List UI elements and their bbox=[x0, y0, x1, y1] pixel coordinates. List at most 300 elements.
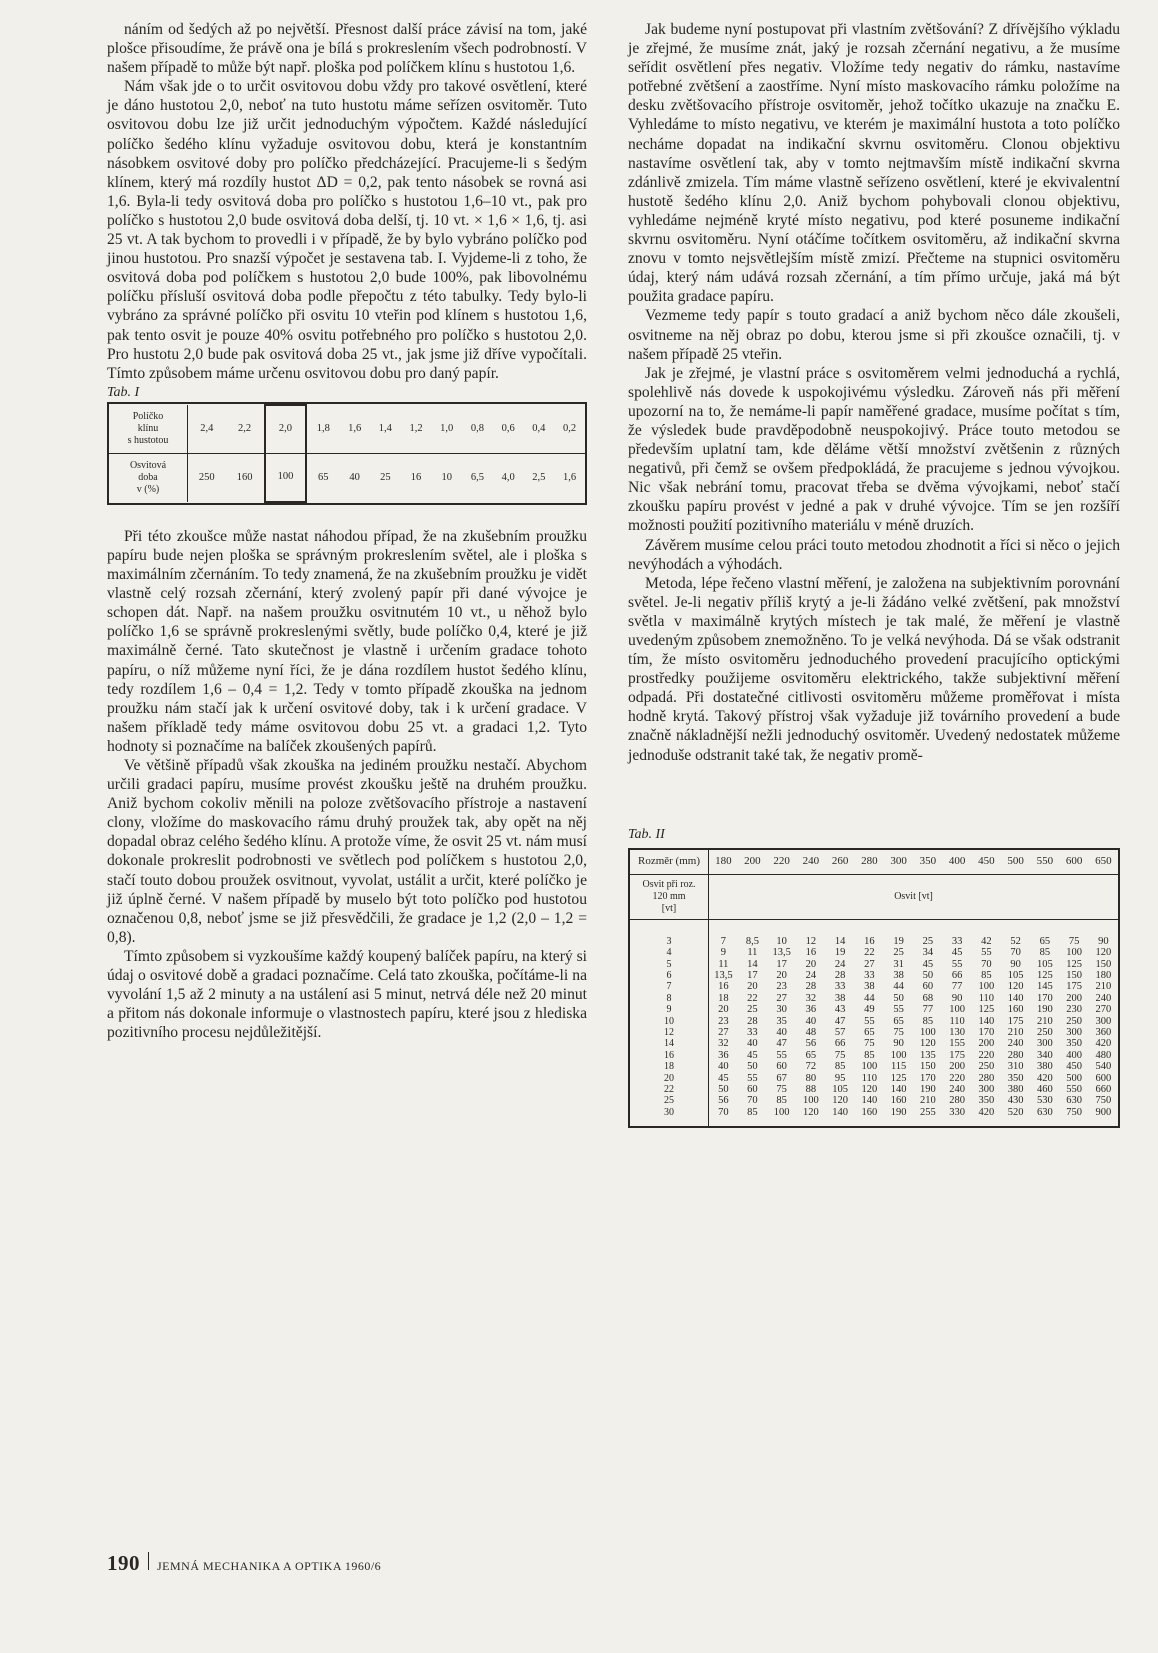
table2-cell: 255 bbox=[920, 1106, 936, 1118]
table2-cell: 105 bbox=[1007, 969, 1024, 981]
table2-cell: 300 bbox=[1066, 1027, 1082, 1038]
table2-cell: 380 bbox=[1037, 1061, 1053, 1073]
table2-cell: 66 bbox=[834, 1038, 846, 1050]
table2-cell: 30 bbox=[776, 1004, 787, 1016]
table2-cell: 8,5 bbox=[745, 935, 759, 947]
table1-cell: 0,4 bbox=[524, 405, 555, 454]
table2-cell: 56 bbox=[718, 1095, 729, 1107]
table2-cell: 170 bbox=[978, 1027, 995, 1038]
table1-cell: 100 bbox=[265, 453, 307, 502]
table2-cell: 300 bbox=[1095, 1015, 1112, 1027]
table2-cell: 45 bbox=[718, 1072, 729, 1084]
table2-cell: 19 bbox=[834, 947, 846, 959]
header-line: Osvitová bbox=[129, 459, 167, 471]
table2-cell: 50 bbox=[893, 992, 904, 1004]
table2-cell: 400 bbox=[1066, 1049, 1082, 1061]
table2-row bbox=[630, 970, 1118, 981]
table2-cell: 85 bbox=[864, 1049, 875, 1061]
table2-cell: 520 bbox=[1007, 1106, 1024, 1118]
table2-cell: 36 bbox=[805, 1004, 817, 1016]
table2-cell: 16 bbox=[718, 981, 729, 993]
table2-cell: 420 bbox=[1037, 1072, 1053, 1084]
paragraph: náním od šedých až po největší. Přesnost další práce závisí na tom, jaké plošce přisoudíme, že právě ona je bílá s prokreslením všech podrobností. V našem případě to může být např. ploška pod políčkem klínu s hustotou 1,6. bbox=[107, 21, 587, 77]
table2-row bbox=[630, 959, 1118, 970]
table2-base-exposure: 25 bbox=[630, 1095, 709, 1106]
table2-cell: 35 bbox=[776, 1015, 787, 1027]
table2-row bbox=[630, 1061, 1118, 1072]
table2-cell: 33 bbox=[951, 935, 963, 947]
table2-size-header: 240 bbox=[796, 850, 825, 875]
header-line: s hustotou bbox=[127, 434, 169, 446]
table2-size-header: 350 bbox=[913, 850, 942, 875]
table2-cell: 14 bbox=[834, 935, 846, 947]
table2-cell: 100 bbox=[949, 1004, 965, 1016]
table2-row bbox=[630, 1107, 1118, 1126]
table2-base-exposure: 20 bbox=[630, 1073, 709, 1084]
table2-cell: 250 bbox=[1066, 1015, 1082, 1027]
table2-cell: 100 bbox=[861, 1061, 878, 1073]
table2-cell: 55 bbox=[981, 947, 992, 959]
paragraph: Jak budeme nyní postupovat při vlastním zvětšování? Z dřívějšího výkladu je zřejmé, že musíme znát, jaký je rozsah zčernání negativu, a že musíme seřídit osvětlení přes negativ. Vložíme tedy negativ do rámku, nastavíme potřebné zvětšení a zaostříme. Nyní místo maskovacího rámku položíme na desku zvětšovacího přístroje osvitoměr, jehož točítko ukazuje na značku E. Vyhledáme to místo negativu, ve kterém je maximální hustota a toto políčko necháme dopadat na indikační skvrnu osvitoměru. Clonou objektivu nastavíme osvětlení tak, aby v tomto nejtmavším místě indikační skvrna zdánlivě zmizela. Tím máme vlastně seřízeno osvětlení, které je ekvivalentní hustotě šedého klínu 2,0. Aniž bychom pohybovali clonou objektivu, vyhledáme nejméně kryté místo negativu, pod které posuneme indikační skvrnu osvitoměru. Nyní otáčíme točítkem osvitoměru, až indikační skvrna znovu v tomto nejsvětlejším místě zmizí. Přečteme na stupnici osvitoměru údaj, který nám udává rozsah zčernání, a tím přímo určuje, jaká má být použita gradace papíru. bbox=[628, 21, 1120, 306]
table1-cell: 1,4 bbox=[370, 405, 401, 454]
table2-size-header: 300 bbox=[884, 850, 913, 875]
table2-cell: 55 bbox=[776, 1049, 787, 1061]
table2-header-label: Rozměr (mm) bbox=[630, 850, 709, 875]
table2-cell: 88 bbox=[805, 1084, 817, 1096]
table2-base-exposure: 9 bbox=[630, 1004, 709, 1015]
table2-cell: 140 bbox=[1007, 992, 1024, 1004]
table2-row bbox=[630, 1027, 1118, 1038]
table2-base-exposure: 4 bbox=[630, 947, 709, 958]
table2-cell: 50 bbox=[922, 969, 934, 981]
table2-cell: 45 bbox=[747, 1049, 758, 1061]
table2-cell: 50 bbox=[718, 1084, 729, 1096]
table2-cell: 19 bbox=[893, 935, 904, 947]
table1-cell: 0,6 bbox=[493, 405, 524, 454]
table2-cell: 27 bbox=[864, 958, 875, 970]
table1-cell: 2,5 bbox=[532, 471, 546, 483]
table2-cell: 85 bbox=[834, 1061, 846, 1073]
table2-cell: 140 bbox=[978, 1015, 995, 1027]
table2-cell: 33 bbox=[747, 1027, 758, 1038]
table2-cell: 210 bbox=[1007, 1027, 1024, 1038]
table2-cell: 9 bbox=[720, 947, 726, 959]
table1-cell: 2,0 bbox=[265, 405, 307, 454]
table2-cell: 125 bbox=[1066, 958, 1082, 970]
table2-cell: 420 bbox=[1095, 1038, 1112, 1050]
table2-cell: 11 bbox=[747, 947, 758, 959]
header-line: doba bbox=[138, 471, 158, 483]
table2-cell: 105 bbox=[1037, 958, 1053, 970]
table2-cell: 160 bbox=[1007, 1004, 1024, 1016]
table2-base-exposure: 12 bbox=[630, 1027, 709, 1038]
table2-size-header: 400 bbox=[943, 850, 972, 875]
table2-base-exposure: 6 bbox=[630, 970, 709, 981]
table2-cell: 57 bbox=[834, 1027, 846, 1038]
table2 bbox=[628, 848, 1120, 1129]
table1-cell: 250 bbox=[198, 471, 215, 483]
table2-cell: 27 bbox=[776, 992, 787, 1004]
table2-cell: 32 bbox=[718, 1038, 729, 1050]
table2-cell: 150 bbox=[1066, 969, 1082, 981]
table2-cell: 20 bbox=[805, 958, 817, 970]
table1-cell: 25 bbox=[380, 471, 391, 483]
table2-cell: 24 bbox=[805, 969, 817, 981]
table2-base-exposure: 5 bbox=[630, 959, 709, 970]
table2-cell: 28 bbox=[747, 1015, 758, 1027]
table2-cell: 120 bbox=[861, 1084, 878, 1096]
table2-cell: 540 bbox=[1095, 1061, 1112, 1073]
table2-cell: 900 bbox=[1095, 1106, 1112, 1118]
table2-cell: 70 bbox=[718, 1106, 729, 1118]
table2-base-exposure: 7 bbox=[630, 981, 709, 992]
table2-cell: 210 bbox=[920, 1095, 936, 1107]
table1-row-header bbox=[109, 405, 188, 454]
table2-cell: 85 bbox=[1039, 947, 1051, 959]
left-paragraphs-before-table bbox=[107, 20, 587, 383]
table2-cell: 67 bbox=[776, 1072, 787, 1084]
table2-cell: 38 bbox=[893, 969, 904, 981]
table2-cell: 175 bbox=[1066, 981, 1082, 993]
header-line: [vt] bbox=[661, 902, 677, 914]
table2-cell: 55 bbox=[864, 1015, 875, 1027]
table2-cell: 480 bbox=[1095, 1049, 1112, 1061]
page-number: 190 bbox=[107, 1551, 140, 1575]
table2-row bbox=[630, 947, 1118, 958]
table2-cell: 360 bbox=[1095, 1027, 1112, 1038]
table2-cell: 40 bbox=[805, 1015, 817, 1027]
table2-cell: 460 bbox=[1037, 1084, 1053, 1096]
table2-cell: 25 bbox=[922, 935, 934, 947]
table2-cell: 34 bbox=[922, 947, 934, 959]
table1-cell: 16 bbox=[410, 471, 422, 483]
table2-cell: 120 bbox=[832, 1095, 848, 1107]
table2-cell: 100 bbox=[1066, 947, 1082, 959]
table2-cell: 135 bbox=[920, 1049, 936, 1061]
paragraph: Metoda, lépe řečeno vlastní měření, je založena na subjektivním porovnání světel. Je-li negativ příliš krytý a je-li žádáno velké zvětšení, pak množství světla v maximálně krytých místech je tak malé, že měření je vlastně uvedeným způsobem znemožněno. To je velká nevýhoda. Dá se však odstranit tím, že místo osvitoměru jednoduchého provedení pracujícího optickými prostředky použijeme osvitoměru elektrického, takže subjektivní měření odpadá. Při dostatečné citlivosti osvitoměru můžeme proměřovat i místa hodně krytá. Takový přístroj však vyžaduje již továrního provedení a bude značně nákladnější nežli jednoduchý osvitoměr. Uvedený nedostatek můžeme jednoduše odstranit také tak, že negativ promě- bbox=[628, 574, 1120, 764]
header-line: 120 mm bbox=[652, 890, 686, 902]
table2-cell: 280 bbox=[978, 1072, 995, 1084]
table2-cell: 20 bbox=[776, 969, 787, 981]
table2-cell: 7 bbox=[720, 935, 726, 947]
table2-cell: 90 bbox=[951, 992, 963, 1004]
table2-cell: 240 bbox=[949, 1084, 965, 1096]
table2-row bbox=[630, 1050, 1118, 1061]
table2-cell: 27 bbox=[718, 1027, 729, 1038]
table2-cell: 36 bbox=[718, 1049, 729, 1061]
table2-cell: 33 bbox=[864, 969, 875, 981]
left-paragraphs-after-table bbox=[107, 527, 587, 1043]
table2-cell: 65 bbox=[1039, 935, 1051, 947]
footer-divider bbox=[148, 1552, 149, 1570]
table2-row bbox=[630, 1016, 1118, 1027]
table2-cell: 70 bbox=[981, 958, 992, 970]
table2-row bbox=[630, 1084, 1118, 1095]
table2-cell: 20 bbox=[718, 1004, 729, 1016]
table2-cell: 45 bbox=[951, 947, 963, 959]
table2-size-header: 450 bbox=[972, 850, 1001, 875]
table2-cell: 190 bbox=[1037, 1004, 1053, 1016]
table2-cell: 100 bbox=[978, 981, 995, 993]
table2-base-exposure: 30 bbox=[630, 1107, 709, 1126]
table2-subheader-row bbox=[630, 874, 1118, 919]
table2-cell: 120 bbox=[1095, 947, 1112, 959]
table2-cell: 72 bbox=[805, 1061, 817, 1073]
table1-cell: 0,8 bbox=[462, 405, 493, 454]
table1-cell: 1,8 bbox=[306, 405, 339, 454]
table2-cell: 43 bbox=[834, 1004, 846, 1016]
table2-cell: 40 bbox=[747, 1038, 758, 1050]
table2-row bbox=[630, 981, 1118, 992]
table2-cell: 125 bbox=[890, 1072, 907, 1084]
table2-cell: 175 bbox=[949, 1049, 965, 1061]
table2-size-header: 650 bbox=[1089, 850, 1118, 875]
table2-row bbox=[630, 1095, 1118, 1106]
table2-cell: 38 bbox=[864, 981, 875, 993]
table2-caption: Tab. II bbox=[628, 826, 665, 842]
table2-cell: 25 bbox=[747, 1004, 758, 1016]
paragraph: Ve většině případů však zkouška na jediném proužku nestačí. Abychom určili gradaci papíru, musíme provést zkoušku ještě na druhém proužku. Aniž bychom cokoliv měnili na poloze zvětšovacího přístroje a nastavení clony, vložíme do maskovacího rámu druhý proužek tak, aby opět na něj dopadal obraz celého šedého klínu. A protože víme, že osvit 25 vt. nám musí dokonale prokreslit podrobnosti ve světlech pod políčkem s hustotou 2,0, stačí touto dobou proužek osvitnout, vyvolat, ustálit a určit, které políčko je již úplně černé. V našem případě by muselo být toto políčko pod hustotou označenou 0,8, neboť jsme se již přesvědčili, že gradace je 1,2 (2,0 – 1,2 = 0,8). bbox=[107, 757, 587, 946]
table2-cell: 28 bbox=[834, 969, 846, 981]
header-line: v (%) bbox=[136, 483, 160, 495]
table2-cell: 17 bbox=[776, 958, 787, 970]
table2-cell: 80 bbox=[805, 1072, 817, 1084]
table2-cell: 105 bbox=[832, 1084, 848, 1096]
table2-base-exposure: 18 bbox=[630, 1061, 709, 1072]
table2-cell: 50 bbox=[747, 1061, 758, 1073]
table2-cell: 220 bbox=[949, 1072, 965, 1084]
table2-cell: 70 bbox=[1010, 947, 1021, 959]
table2-cell: 55 bbox=[893, 1004, 904, 1016]
table1-cell: 2,2 bbox=[226, 405, 265, 454]
table2-cell: 280 bbox=[1007, 1049, 1024, 1061]
table2-size-header: 260 bbox=[826, 850, 855, 875]
table2-cell: 11 bbox=[718, 958, 729, 970]
table2-cell: 120 bbox=[920, 1038, 936, 1050]
table2-base-exposure: 3 bbox=[630, 936, 709, 947]
table1-cell: 1,2 bbox=[401, 405, 432, 454]
paragraph: Nám však jde o to určit osvitovou dobu vždy pro takové osvětlení, které je dáno hustotou 2,0, neboť na tuto hustotu máme seřízen osvitoměr. Tuto osvitovou dobu lze již určit jednoduchým výpočtem. Každé následující políčko šedého klínu vyžaduje osvitovou dobu, která je konstantním násobkem osvitové doby pro políčko předcházející. Pracujeme-li s šedým klínem, který má rozdíly hustot ΔD = 0,2, pak tento násobek se rovná asi 1,6. Byla-li tedy osvitová doba pro políčko s hustotou 1,6–10 vt., pak pro políčko s hustotou 2,0 bude osvitová doba delší, tj. 10 vt. × 1,6 × 1,6, tj. asi 25 vt. A tak bychom to provedli i v případě, že by bylo vybráno políčko pod jinou hustotou. Pro snazší výpočet je sestavena tab. I. Vyjdeme-li z toho, že osvitová doba pod políčkem s hustotou 2,0 bude 100%, pak libovolnému políčku přísluší osvitová doba podle přepočtu z této tabulky. Tedy bylo-li vybráno za správné políčko při osvitu 10 vteřin pod klínem s hustotou 1,6, pak tento osvit je pouze 40% osvitu potřebného pro políčko s hustotou 2,0. Pro hustotu 2,0 bude pak osvitová doba 25 vt., jak jsme již dříve vypočítali. Tímto způsobem máme určenu osvitovou dobu pro daný papír. bbox=[107, 78, 587, 382]
header-line: Políčko bbox=[132, 410, 164, 422]
table2-cell: 65 bbox=[893, 1015, 904, 1027]
table2-cell: 750 bbox=[1095, 1095, 1112, 1107]
header-line: klínu bbox=[137, 422, 159, 434]
table2-cell: 140 bbox=[890, 1084, 907, 1096]
table2-cell: 630 bbox=[1037, 1106, 1053, 1118]
table1 bbox=[107, 402, 587, 505]
table2-cell: 40 bbox=[718, 1061, 729, 1073]
table2-cell: 17 bbox=[747, 969, 758, 981]
table2-cell: 75 bbox=[864, 1038, 875, 1050]
table2-cell: 90 bbox=[893, 1038, 904, 1050]
table2-cell: 60 bbox=[747, 1084, 758, 1096]
table2-size-header: 550 bbox=[1030, 850, 1059, 875]
table2-cell: 22 bbox=[864, 947, 875, 959]
table2-cell: 31 bbox=[893, 958, 904, 970]
table2-cell: 75 bbox=[1068, 935, 1080, 947]
table2-cell: 85 bbox=[981, 969, 992, 981]
table2-cell: 210 bbox=[1095, 981, 1112, 993]
table2-cell: 90 bbox=[1010, 958, 1021, 970]
table2-cell: 110 bbox=[978, 992, 995, 1004]
table2-cell: 170 bbox=[1037, 992, 1053, 1004]
table2-spacer-cell bbox=[709, 919, 1119, 936]
table2-cell: 75 bbox=[776, 1084, 787, 1096]
table2-cell: 380 bbox=[1007, 1084, 1024, 1096]
table2-cell: 660 bbox=[1095, 1084, 1112, 1096]
table2-cell: 56 bbox=[805, 1038, 817, 1050]
table2-cell: 300 bbox=[978, 1084, 995, 1096]
table2-cell: 250 bbox=[1037, 1027, 1053, 1038]
table2-cell: 48 bbox=[805, 1027, 817, 1038]
table2-cell: 210 bbox=[1037, 1015, 1053, 1027]
table2-cell: 68 bbox=[922, 992, 934, 1004]
table2-cell: 25 bbox=[893, 947, 904, 959]
table2-cell: 70 bbox=[747, 1095, 758, 1107]
table2-cell: 77 bbox=[922, 1004, 934, 1016]
table1-cell: 0,2 bbox=[554, 405, 585, 454]
table2-cell: 350 bbox=[978, 1095, 995, 1107]
table2-size-header: 280 bbox=[855, 850, 884, 875]
page-footer bbox=[107, 1551, 381, 1576]
table2-cell: 280 bbox=[949, 1095, 965, 1107]
table1-cell: 2,4 bbox=[188, 405, 226, 454]
table2-cell: 60 bbox=[922, 981, 934, 993]
table2-cell: 330 bbox=[949, 1106, 965, 1118]
table2-row bbox=[630, 936, 1118, 947]
table1-cell: 4,0 bbox=[501, 471, 515, 483]
table2-cell: 52 bbox=[1010, 935, 1021, 947]
table2-cell: 65 bbox=[805, 1049, 817, 1061]
table2-cell: 250 bbox=[978, 1061, 995, 1073]
table2-cell: 33 bbox=[834, 981, 846, 993]
table1-cell: 160 bbox=[236, 471, 253, 483]
table2-cell: 49 bbox=[864, 1004, 875, 1016]
table2-cell: 180 bbox=[1095, 969, 1112, 981]
table2-cell: 65 bbox=[864, 1027, 875, 1038]
table2-cell: 150 bbox=[1095, 958, 1112, 970]
table2-cell: 14 bbox=[747, 958, 758, 970]
paragraph: Při této zkoušce může nastat náhodou případ, že na zkušebním proužku papíru bude nejen ploška se správným prokreslením světel, ale i ploška s maximálním zčernáním. To tedy znamená, že na zkušebním proužku je vidět vlastně celý rozsah zčernání, který zvolený papír při dané vývojce je schopen dát. Např. na našem proužku osvitnutém 10 vt., u něhož bylo políčko 1,6 se správně prokreslenými světly, bude políčko 0,4, které je již maximálně černé. Tato skutečnost je vlastně i určením gradace tohoto papíru, o níž můžeme nyní říci, že je dána rozdílem hustot šedého klínu, tedy rozdílem 1,6 – 0,4 = 1,2. Tedy v tomto případě zkouška na jednom proužku nám stačí jak k určení osvitové doby, tak i k určení gradace. V našem příkladě tedy máme osvitovou dobu 25 vt. a gradaci 1,2. Tyto hodnoty si poznačíme na balíček zkoušených papírů. bbox=[107, 527, 587, 755]
table2-cell: 110 bbox=[949, 1015, 965, 1027]
table2-base-exposure: 22 bbox=[630, 1084, 709, 1095]
table2-row bbox=[630, 1004, 1118, 1015]
table1-caption: Tab. I bbox=[107, 384, 140, 400]
right-column bbox=[628, 20, 1120, 1128]
table2-cell: 750 bbox=[1066, 1106, 1082, 1118]
table2-cell: 300 bbox=[1037, 1038, 1053, 1050]
table2-cell: 155 bbox=[949, 1038, 965, 1050]
table2-cell: 22 bbox=[747, 992, 758, 1004]
table2-cell: 85 bbox=[922, 1015, 934, 1027]
table2-base-exposure: 14 bbox=[630, 1038, 709, 1049]
table2-cell: 45 bbox=[922, 958, 934, 970]
table2-subheader-label bbox=[630, 874, 709, 919]
table2-cell: 12 bbox=[805, 935, 817, 947]
table2-cell: 100 bbox=[920, 1027, 936, 1038]
table2-cell: 28 bbox=[805, 981, 817, 993]
right-paragraphs bbox=[628, 20, 1120, 765]
table2-cell: 10 bbox=[776, 935, 787, 947]
table2-cell: 90 bbox=[1098, 935, 1109, 947]
table2-cell: 310 bbox=[1007, 1061, 1024, 1073]
table2-cell: 100 bbox=[890, 1049, 907, 1061]
table2-cell: 190 bbox=[890, 1106, 907, 1118]
table2-cell: 600 bbox=[1095, 1072, 1112, 1084]
table2-row bbox=[630, 1038, 1118, 1049]
table2-cell: 125 bbox=[978, 1004, 995, 1016]
table1-cell: 10 bbox=[441, 471, 452, 483]
table2-cell: 150 bbox=[920, 1061, 936, 1073]
table2-cell: 60 bbox=[776, 1061, 787, 1073]
table2-cell: 24 bbox=[834, 958, 846, 970]
table2-cell: 500 bbox=[1066, 1072, 1082, 1084]
table2-cell: 190 bbox=[920, 1084, 936, 1096]
table2-cell: 230 bbox=[1066, 1004, 1082, 1016]
table2-header-row bbox=[630, 850, 1118, 875]
table2-cell: 160 bbox=[890, 1095, 907, 1107]
table2-cell: 125 bbox=[1037, 969, 1053, 981]
table1-cell: 40 bbox=[349, 471, 360, 483]
table2-cell: 40 bbox=[776, 1027, 787, 1038]
table2-cell: 140 bbox=[861, 1095, 878, 1107]
table2-cell: 350 bbox=[1007, 1072, 1024, 1084]
journal-name: JEMNÁ MECHANIKA A OPTIKA 1960/6 bbox=[157, 1559, 382, 1573]
table2-cell: 75 bbox=[834, 1049, 846, 1061]
table2-cell: 200 bbox=[978, 1038, 995, 1050]
table2-cell: 110 bbox=[861, 1072, 878, 1084]
table2-cell: 145 bbox=[1037, 981, 1053, 993]
header-line: Osvit při roz. bbox=[642, 878, 696, 890]
table1-cell: 1,6 bbox=[339, 405, 370, 454]
table2-cell: 23 bbox=[776, 981, 787, 993]
table2-spacer-cell bbox=[630, 919, 709, 936]
table1-percent-row bbox=[109, 453, 585, 502]
table2-cell: 350 bbox=[1066, 1038, 1082, 1050]
table2-cell: 550 bbox=[1066, 1084, 1082, 1096]
table2-cell: 75 bbox=[893, 1027, 904, 1038]
table2-cell: 240 bbox=[1007, 1038, 1024, 1050]
table2-cell: 175 bbox=[1007, 1015, 1024, 1027]
table1-cell: 6,5 bbox=[470, 471, 484, 483]
table2-cell: 13,5 bbox=[714, 969, 733, 981]
table2-base-exposure: 8 bbox=[630, 993, 709, 1004]
table2-base-exposure: 10 bbox=[630, 1016, 709, 1027]
table2-cell: 115 bbox=[890, 1061, 907, 1073]
table2-cell: 85 bbox=[776, 1095, 787, 1107]
table2-cell: 450 bbox=[1066, 1061, 1082, 1073]
table2-row bbox=[630, 1073, 1118, 1084]
table2-size-header: 220 bbox=[767, 850, 796, 875]
table2-cell: 430 bbox=[1007, 1095, 1024, 1107]
table2-cell: 23 bbox=[718, 1015, 729, 1027]
table2-cell: 16 bbox=[864, 935, 875, 947]
table2-cell: 32 bbox=[805, 992, 817, 1004]
table2-cell: 420 bbox=[978, 1106, 995, 1118]
table2-size-header: 500 bbox=[1001, 850, 1030, 875]
table2-cell: 18 bbox=[718, 992, 729, 1004]
table2-size-header: 180 bbox=[709, 850, 738, 875]
table2-size-header: 600 bbox=[1060, 850, 1089, 875]
table2-cell: 85 bbox=[747, 1106, 758, 1118]
table2-cell: 13,5 bbox=[772, 947, 791, 959]
table2-size-header: 200 bbox=[738, 850, 767, 875]
paragraph: Závěrem musíme celou práci touto metodou zhodnotit a říci si něco o jejich nevýhodách a výhodách. bbox=[628, 536, 1120, 573]
paragraph: Jak je zřejmé, je vlastní práce s osvitoměrem velmi jednoduchá a rychlá, spolehlivě nás dovede k uspokojivému výsledku. Zároveň nás při měření upozorní na to, že nemáme-li papír naměřené gradace, musíme počítat s tím, že výsledek bude pravděpodobně neuspokojivý. Práce touto metodou se především uplatní tam, kde děláme větší množství zvětšenin z různých negativů, při čemž se ovšem předpokládá, že pracujeme s jednou vývojkou. Nic však nebrání tomu, pracovat třeba se dvěma vývojkami, neboť stačí zkoušku papíru provést v jedné a pak v druhé vývojce. Tím se jen rozšíří možnosti použití pozitivního materiálu v méně druzích. bbox=[628, 364, 1120, 535]
table2-cell: 66 bbox=[951, 969, 963, 981]
table2-cell: 44 bbox=[864, 992, 875, 1004]
table2-cell: 55 bbox=[951, 958, 963, 970]
